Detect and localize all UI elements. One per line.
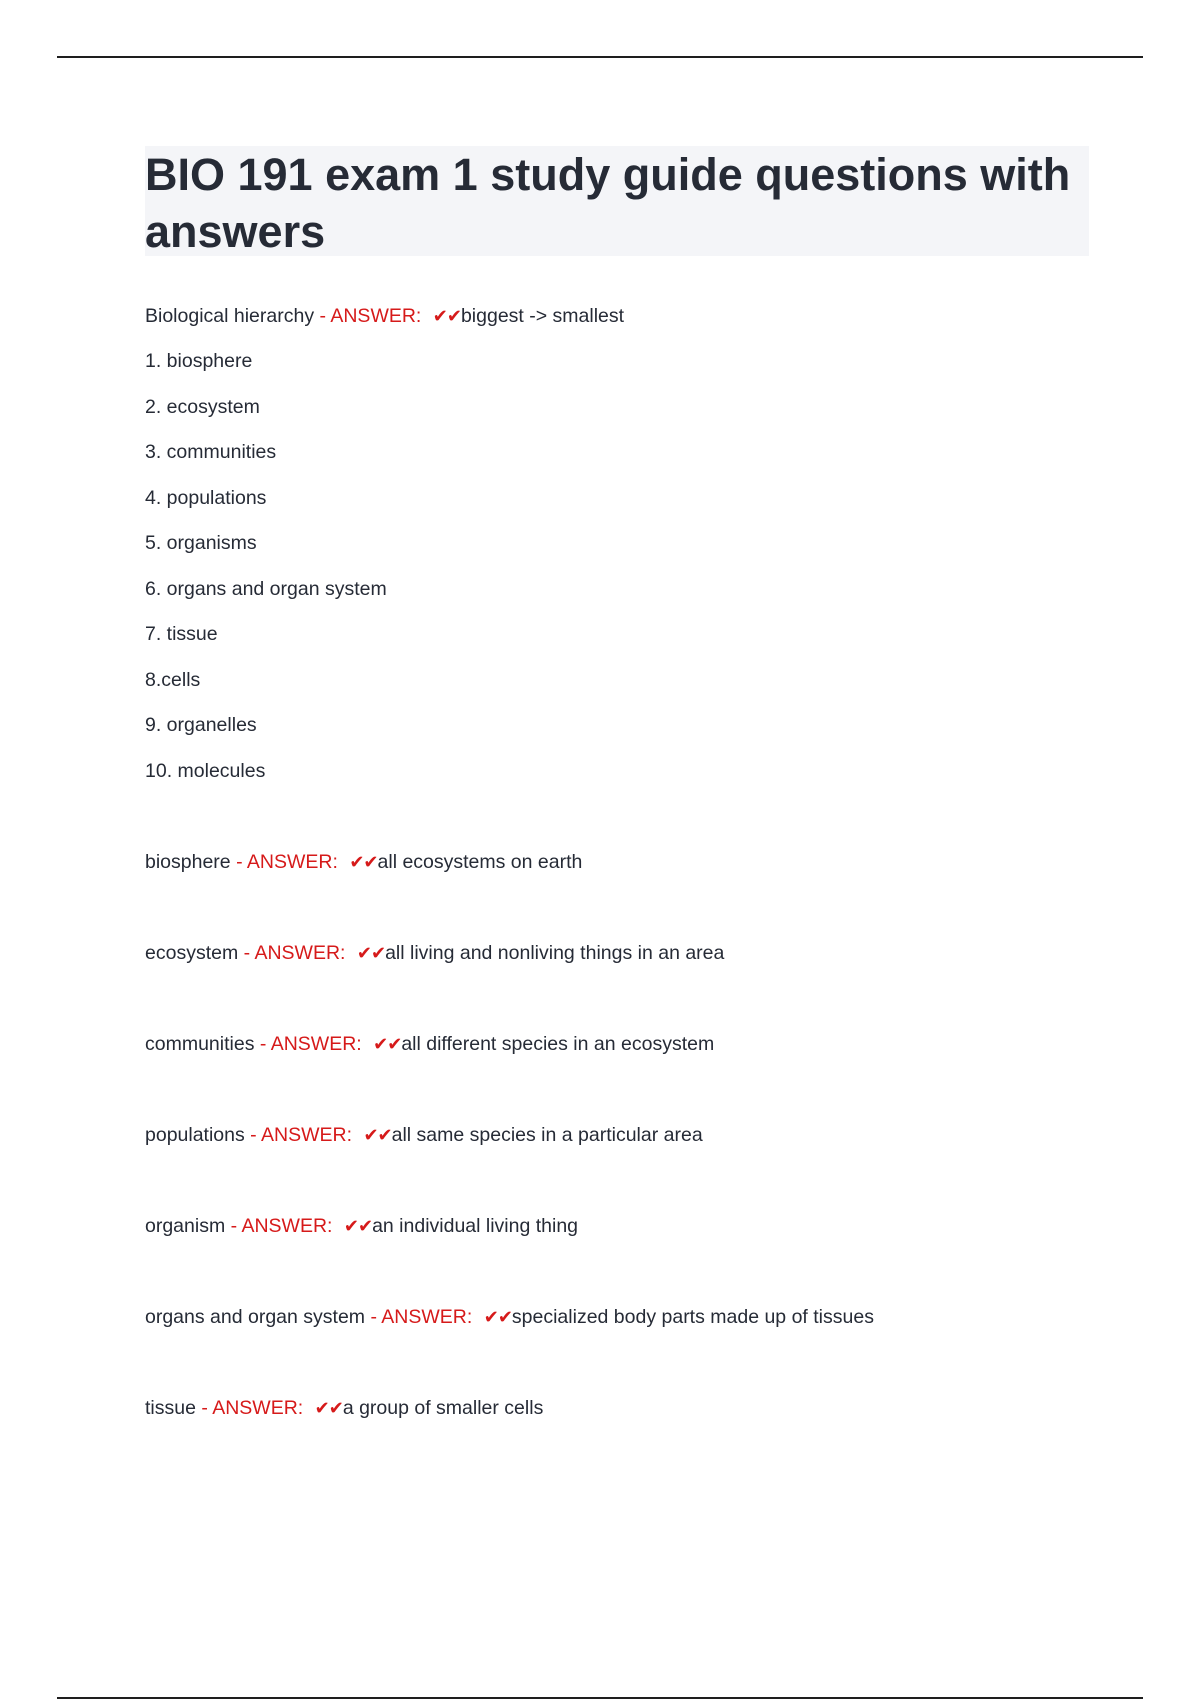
hierarchy-item: 3. communities [145, 441, 277, 463]
answer-text: all same species in a particular area [391, 1124, 703, 1146]
answer-label: - ANSWER: [225, 1215, 338, 1237]
hierarchy-item: 7. tissue [145, 623, 218, 645]
hierarchy-item: 5. organisms [145, 532, 257, 554]
answer-text: an individual living thing [372, 1215, 579, 1237]
answer-label: - ANSWER: [195, 1397, 309, 1419]
bottom-rule [57, 1697, 1143, 1699]
hierarchy-question [145, 304, 624, 329]
double-check-icon: ✔✔ [483, 1307, 512, 1328]
answer-text: all ecosystems on earth [377, 851, 583, 873]
question-term: biosphere [145, 851, 231, 873]
question-term: communities [145, 1033, 255, 1055]
answer-text: biggest -> smallest [460, 305, 625, 327]
double-check-icon: ✔✔ [363, 1125, 392, 1146]
hierarchy-item: 8.cells [145, 669, 201, 691]
qa-item [145, 850, 582, 875]
qa-item [145, 1396, 543, 1421]
title-block [145, 146, 1089, 256]
double-check-icon: ✔✔ [373, 1034, 402, 1055]
answer-label: - ANSWER: [230, 851, 344, 873]
top-rule [57, 56, 1143, 58]
answer-text: all living and nonliving things in an area [385, 942, 725, 964]
qa-item [145, 1305, 874, 1330]
answer-label: - ANSWER: [254, 1033, 368, 1055]
answer-label: - ANSWER: [238, 942, 351, 964]
hierarchy-item: 10. molecules [145, 760, 266, 782]
qa-item [145, 1214, 578, 1239]
double-check-icon: ✔✔ [349, 852, 378, 873]
document-title: BIO 191 exam 1 study guide questions with answers [145, 149, 1071, 257]
double-check-icon: ✔✔ [314, 1398, 343, 1419]
question-term: Biological hierarchy [145, 305, 315, 327]
qa-item [145, 1032, 714, 1057]
hierarchy-item: 2. ecosystem [145, 396, 260, 418]
answer-text: specialized body parts made up of tissues [511, 1306, 874, 1328]
hierarchy-item: 9. organelles [145, 714, 257, 736]
answer-label: - ANSWER: [365, 1306, 478, 1328]
question-term: ecosystem [145, 942, 239, 964]
question-term: populations [145, 1124, 245, 1146]
hierarchy-item: 4. populations [145, 487, 267, 509]
double-check-icon: ✔✔ [432, 306, 461, 327]
qa-item [145, 1123, 703, 1148]
answer-label: - ANSWER: [314, 305, 427, 327]
answer-text: all different species in an ecosystem [401, 1033, 715, 1055]
hierarchy-item: 6. organs and organ system [145, 578, 387, 600]
qa-item [145, 941, 724, 966]
question-term: organs and organ system [145, 1306, 366, 1328]
hierarchy-item: 1. biosphere [145, 350, 253, 372]
answer-label: - ANSWER: [244, 1124, 358, 1146]
double-check-icon: ✔✔ [343, 1216, 373, 1237]
question-term: tissue [145, 1397, 196, 1419]
double-check-icon: ✔✔ [356, 943, 386, 964]
question-term: organism [145, 1215, 226, 1237]
answer-text: a group of smaller cells [342, 1397, 544, 1419]
